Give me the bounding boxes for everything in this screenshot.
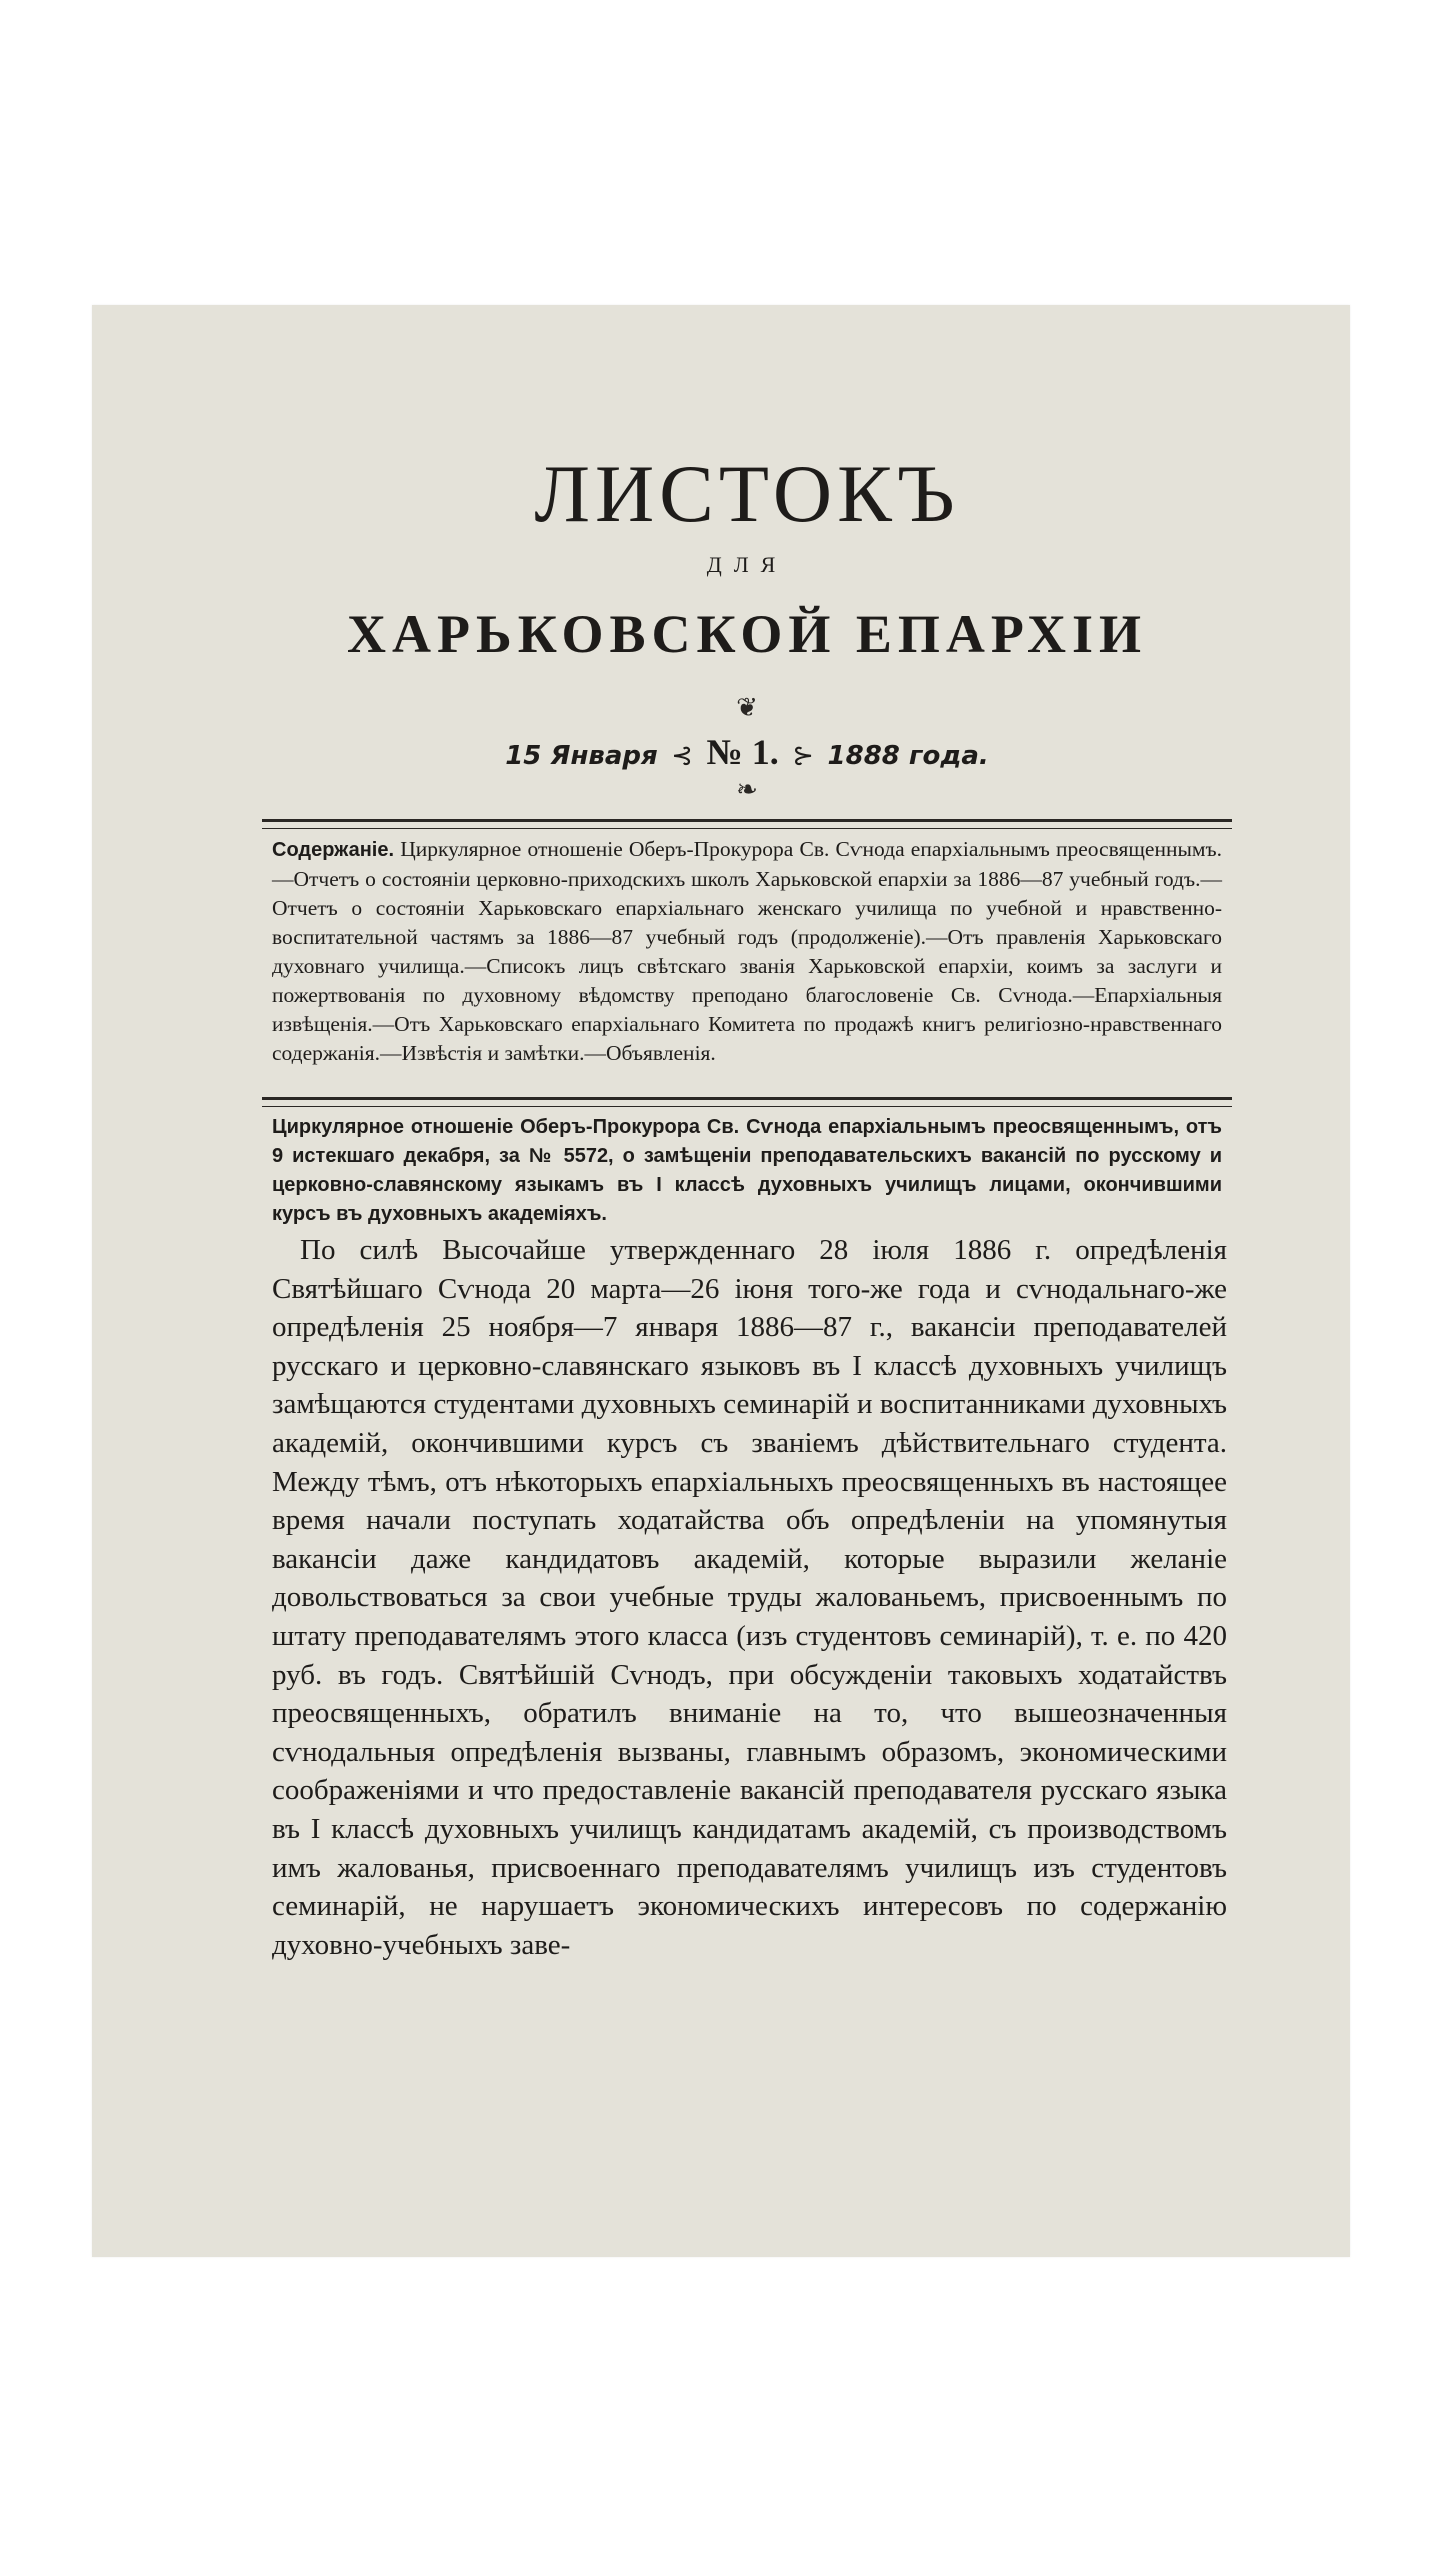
article-heading: Циркулярное отношеніе Оберъ-Прокурора Св. Сѵнода епархіальнымъ преосвященнымъ, отъ 9 истекшаго декабря, за № 5572, о замѣщеніи преподавательскихъ вакансій по русскому и церковно-славянскому языкамъ въ I классѣ духовныхъ училищъ лицами, окончившими курсъ въ духовныхъ академіяхъ. [272,1116,1222,1225]
article-body: По силѣ Высочайше утвержденнаго 28 іюля 1886 г. опредѣленія Святѣйшаго Сѵнода 20 марта—26 іюня того-же года и сѵнодальнаго-же опредѣленія 25 ноября—7 января 1886—87 г., вакансіи преподавателей русскаго и церковно-славянскаго языковъ въ I классѣ духовныхъ училищъ замѣщаются студентами духовныхъ семинарій и воспитанниками духовныхъ академій, окончившими курсъ съ званіемъ дѣйствительнаго студента. Между тѣмъ, отъ нѣкоторыхъ епархіальныхъ преосвященныхъ въ настоящее время начали поступать ходатайства объ опредѣленіи на упомянутыя вакансіи даже кандидатовъ академій, которые выразили желаніе довольствоваться за свои учебные труды жалованьемъ, присвоеннымъ по штату преподавателямъ этого класса (изъ студентовъ семинарій), т. е. по 420 руб. въ годъ. Святѣйшій Сѵнодъ, при обсужденіи таковыхъ ходатайствъ преосвященныхъ, обратилъ вниманіе на то, что вышеозначенныя сѵнодальныя опредѣленія вызваны, главнымъ образомъ, экономическими соображеніями и что предоставленіе вакансій преподавателя русскаго языка въ I классѣ духовныхъ училищъ кандидатамъ академій, съ производствомъ имъ жалованья, присвоеннаго преподавателямъ училищъ изъ студентовъ семинарій, не нарушаетъ экономическихъ интересовъ по содержанію духовно-учебныхъ заве- [272,1234,1227,1961]
masthead-for: ДЛЯ [706,552,788,577]
contents-label: Содержаніе. [272,839,395,861]
ornament-bottom-icon: ❧ [736,775,758,804]
flourish-right-icon: ⊱ [792,741,815,770]
masthead-subtitle: ХАРЬКОВСКОЙ ЕПАРХІИ [347,604,1147,664]
masthead-title: ЛИСТОКЪ [534,448,960,539]
document-page [92,305,1350,2257]
issue-year: 1888 года. [827,741,989,771]
divider-top [262,819,1232,829]
ornament-top-icon: ❦ [736,693,758,722]
issue-number: № 1. [706,732,779,772]
issue-line [262,731,1232,773]
contents-text: Циркулярное отношеніе Оберъ-Прокурора Св. Сѵнода епархіальнымъ преосвященнымъ.—Отчетъ о состояніи церковно-приходскихъ школъ Харьковской епархіи за 1886—87 учебный годъ.—Отчетъ о состояніи Харьковскаго епархіальнаго женскаго училища по учебной и нравственно-воспитательной частямъ за 1886—87 учебный годъ (продолженіе).—Отъ правленія Харьковскаго духовнаго училища.—Списокъ лицъ свѣтскаго званія Харьковской епархіи, коимъ за заслуги и пожертвованія по духовному вѣдомству преподано благословеніе Св. Сѵнода.—Епархіальныя извѣщенія.—Отъ Харьковскаго епархіальнаго Комитета по продажѣ книгъ религіозно-нравственнаго содержанія.—Извѣстія и замѣтки.—Объявленія. [272,837,1222,1065]
flourish-left-icon: ⊰ [671,741,694,770]
divider-bottom [262,1097,1232,1107]
table-of-contents [272,835,1222,1068]
issue-date: 15 Января [505,741,658,771]
